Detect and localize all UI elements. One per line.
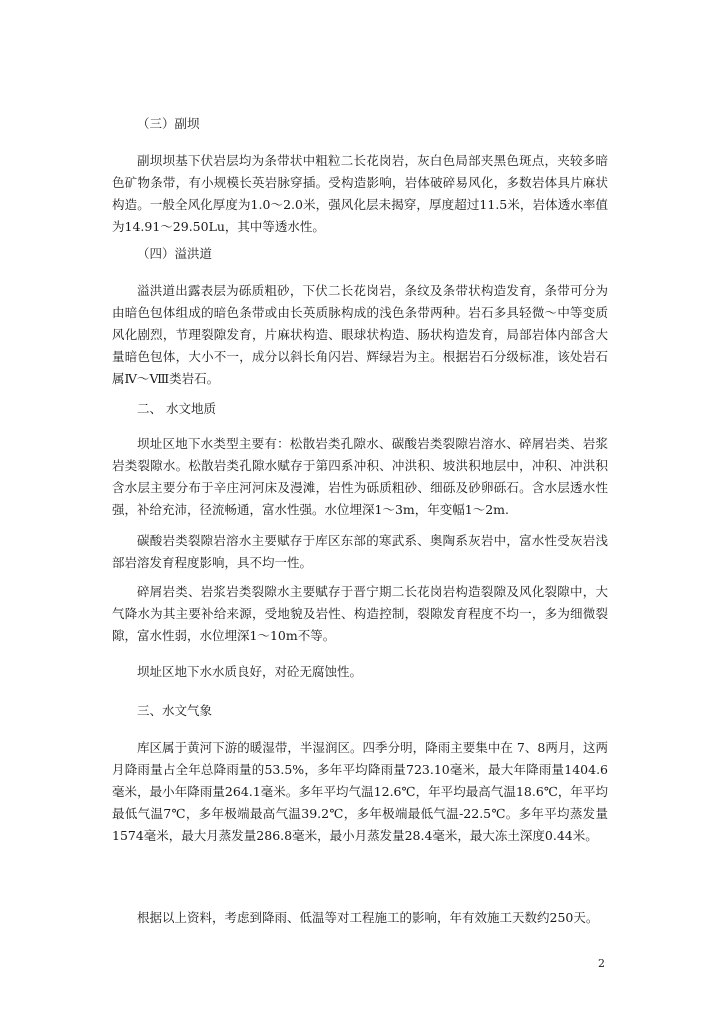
page-number: 2 [598, 957, 605, 970]
paragraph-shuiwen-2: 碳酸岩类裂隙岩溶水主要赋存于库区东部的寒武系、奥陶系灰岩中，富水性受灰岩浅部岩溶发育程度影响，具不均一性。 [112, 533, 608, 570]
heading-fuba: （三）副坝 [137, 116, 200, 131]
paragraph-fuba: 副坝坝基下伏岩层均为条带状中粗粒二长花岗岩，灰白色局部夹黑色斑点，夹较多暗色矿物条带，有小规模长英岩脉穿插。受构造影响，岩体破碎易风化，多数岩体具片麻状构造。一般全风化厚度为1.0～2.0米，强风化层未揭穿，厚度超过11.5米，岩体透水率值为14.91～29.50Lu，其中等透水性。 [112, 153, 608, 234]
paragraph-shuiwen-3: 碎屑岩类、岩浆岩类裂隙水主要赋存于晋宁期二长花岗岩构造裂隙及风化裂隙中，大气降水为其主要补给来源，受地貌及岩性、构造控制，裂隙发育程度不均一，多为细微裂隙，富水性弱，水位埋深1～10m不等。 [112, 584, 608, 643]
paragraph-yihongdao: 溢洪道出露表层为砾质粗砂，下伏二长花岗岩，条纹及条带状构造发育，条带可分为由暗色包体组成的暗色条带或由长英质脉构成的浅色条带两种。岩石多具轻微～中等变质风化剧烈，节理裂隙发育，片麻状构造、眼球状构造、肠状构造发育，局部岩体内部含大量暗色包体，大小不一，成分以斜长角闪岩、辉绿岩为主。根据岩石分级标准，该处岩石属Ⅳ～Ⅷ类岩石。 [112, 283, 608, 386]
paragraph-shuiwen-1: 坝址区地下水类型主要有：松散岩类孔隙水、碳酸岩类裂隙岩溶水、碎屑岩类、岩浆岩类裂隙水。松散岩类孔隙水赋存于第四系冲积、冲洪积、坡洪积地层中，冲积、冲洪积含水层主要分布于辛庄河河床及漫滩，岩性为砾质粗砂、细砾及砂卵砾石。含水层透水性强，补给充沛，径流畅通，富水性强。水位埋深1～3m，年变幅1～2m. [112, 436, 608, 517]
heading-qixiang: 三、水文气象 [137, 703, 213, 718]
paragraph-qixiang: 库区属于黄河下游的暖湿带，半湿润区。四季分明，降雨主要集中在 7、8两月，这两月降雨量占全年总降雨量的53.5%，多年平均降雨量723.10毫米，最大年降雨量1404.6毫米，最小年降雨量264.1毫米。多年平均气温12.6℃，年平均最高气温18.6℃，年平均最低气温7℃，多年极端最高气温39.2℃，多年极端最低气温-22.5℃。多年平均蒸发量1574毫米，最大月蒸发量286.8毫米，最小月蒸发量28.4毫米，最大冻土深度0.44米。 [112, 740, 608, 843]
heading-shuiwen: 二、 水文地质 [137, 401, 216, 416]
paragraph-conclusion: 根据以上资料，考虑到降雨、低温等对工程施工的影响，年有效施工天数约250天。 [137, 910, 599, 925]
heading-yihongdao: （四）溢洪道 [137, 246, 213, 261]
paragraph-shuiwen-4: 坝址区地下水水质良好，对砼无腐蚀性。 [137, 664, 363, 679]
